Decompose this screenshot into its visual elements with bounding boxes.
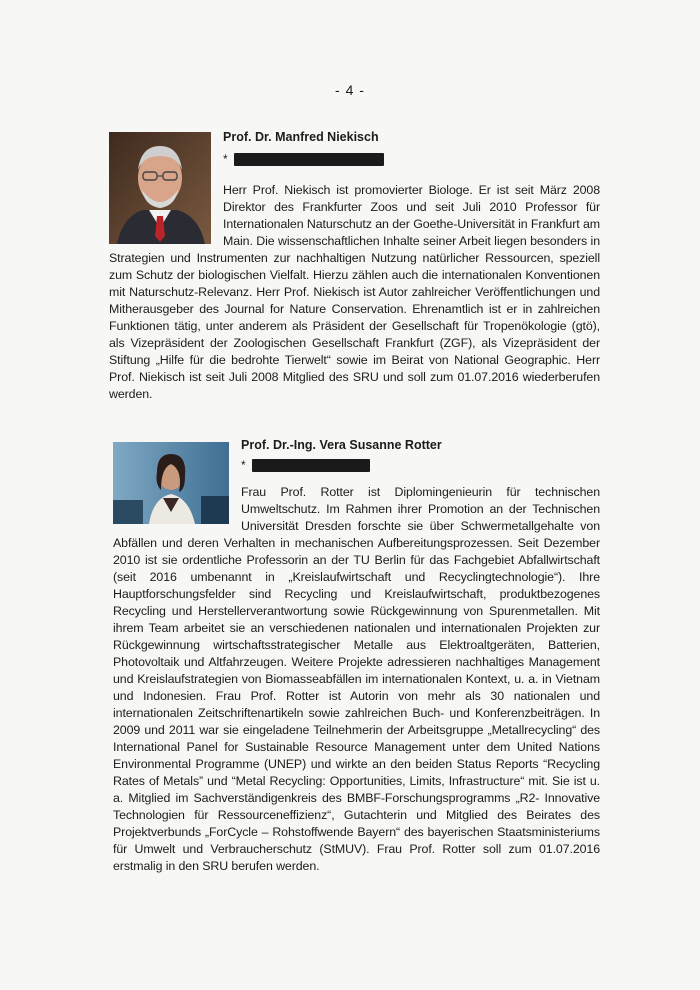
redaction-bar [252,459,370,472]
birth-marker: * [223,152,228,166]
page-number: - 4 - [335,82,365,98]
redaction-bar [234,153,384,166]
bio-niekisch [109,130,600,403]
portrait-photo-niekisch [109,132,211,244]
person-name: Prof. Dr.-Ing. Vera Susanne Rotter [241,438,442,452]
birth-marker: * [241,458,246,472]
bio-text: Frau Prof. Rotter ist Diplomingenieurin für technischen Umweltschutz. Im Rahmen ihrer Promotion an der Technischen Universität Dresden forschte sie über Schwermetallgehalte von Abfällen und deren Verhalten in mechanischen Aufbereitungsprozessen. Seit Dezember 2010 ist sie ordentliche Professorin an der TU Berlin für das Fachgebiet Abfallwirtschaft (seit 2016 umbenannt in „Kreislaufwirtschaft und Recyclingtechnologie“). Ihre Hauptforschungsfelder sind Recycling und Kreislaufwirtschaft, produktbezogenes Recycling und Herstellerverantwortung sowie Rückgewinnung von Spurenmetallen. Mit ihrem Team arbeitet sie an verschiedenen nationalen und internationalen Projekten zur Rückgewinnung wirtschaftsstrategischer Metalle aus Elektroaltgeräten, Batterien, Photovoltaik und Altfahrzeugen. Weitere Projekte adressieren nachhaltiges Management und Kreislaufstrategien von Biomasseabfällen im internationalen Kontext, u. a. in Vietnam und Indonesien. Frau Prof. Rotter ist Autorin von mehr als 30 nationalen und internationalen Zeitschriftenartikeln sowie zahlreichen Buch- und Konferenzbeiträgen. In 2009 und 2011 war sie eingeladene Teilnehmerin der Arbeitsgruppe „Metallrecycling“ des International Panel for Sustainable Resource Management unter dem United Nations Environmental Programme (UNEP) und wirkte an den beiden Status Reports “Recycling Rates of Metals” und “Metal Recycling: Opportunities, Limits, Infrastructure“ mit. Sie ist u. a. Mitglied im Sachverständigenkreis des BMBF-Forschungsprogramms „R2- Innovative Technologien für Ressourceneffizienz“, Gutachterin und Mitglied des Beirates des Projektverbunds „ForCycle – Rohstoffwende Bayern“ des bayerischen Staatsministeriums für Umwelt und Verbraucherschutz (StMUV). Frau Prof. Rotter soll zum 01.07.2016 erstmalig in den SRU berufen werden. [113,485,600,873]
bio-rotter [113,438,600,875]
birth-date-line [241,458,600,472]
portrait-photo-rotter [113,442,229,524]
person-name: Prof. Dr. Manfred Niekisch [223,130,379,144]
birth-date-line [223,152,600,166]
bio-text: Herr Prof. Niekisch ist promovierter Biologe. Er ist seit März 2008 Direktor des Frankfurter Zoos und seit Juli 2010 Professor für Internationalen Naturschutz an der Goethe-Universität in Frankfurt am Main. Die wissenschaftlichen Inhalte seiner Arbeit liegen besonders in Strategien und Instrumenten zur nachhaltigen Nutzung natürlicher Ressourcen, speziell zum Schutz der biologischen Vielfalt. Hierzu zählen auch die internationalen Konventionen mit Naturschutz-Relevanz. Herr Prof. Niekisch ist Autor zahlreicher Veröffentlichungen und Mitherausgeber des Journal for Nature Conservation. Ehrenamtlich ist er in zahlreichen Funktionen tätig, unter anderem als Präsident der Gesellschaft für Tropenökologie (gtö), als Vizepräsident der Zoologischen Gesellschaft Frankfurt (ZGF), als Vizepräsident der Stiftung „Hilfe für die bedrohte Tierwelt“ sowie im Beirat von National Geographic. Herr Prof. Niekisch ist seit Juli 2008 Mitglied des SRU und soll zum 01.07.2016 wiederberufen werden. [109,183,600,401]
